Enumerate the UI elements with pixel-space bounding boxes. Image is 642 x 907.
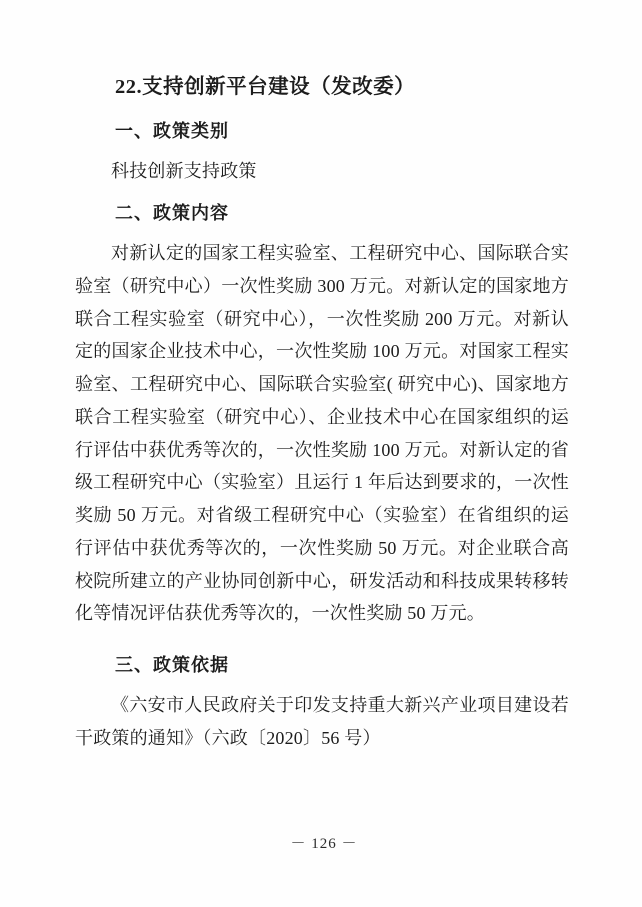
page-title: 22.支持创新平台建设（发改委） xyxy=(115,76,416,98)
section-body-policy-category: 科技创新支持政策 xyxy=(111,160,257,181)
section-body-policy-content: 对新认定的国家工程实验室、工程研究中心、国际联合实验室（研究中心）一次性奖励 300 万元。对新认定的国家地方联合工程实验室（研究中心），一次性奖励 200 万元。对新认定的国家企业技术中心，一次性奖励 100 万元。对国家工程实验室、工程研究中心、国际联合实验室( 研究中心)、国家地方联合工程实验室（研究中心）、企业技术中心在国家组织的运行评估中获优秀等次的，一次性奖励 100 万元。对新认定的省级工程研究中心（实验室）且运行 1 年后达到要求的，一次性奖励 50 万元。对省级工程研究中心（实验室）在省组织的运行评估中获优秀等次的，一次性奖励 50 万元。对企业联合高校院所建立的产业协同创新中心，研发活动和科技成果转移转化等情况评估获优秀等次的，一次性奖励 50 万元。 xyxy=(75,243,569,624)
section-body-policy-basis: 《六安市人民政府关于印发支持重大新兴产业项目建设若干政策的通知》（六政〔2020〕56 号） xyxy=(75,694,569,748)
section-heading-policy-content: 二、政策内容 xyxy=(115,203,229,224)
page-number: － 126 － xyxy=(290,836,358,852)
section-spacer xyxy=(75,642,569,651)
section-heading-policy-category: 一、政策类别 xyxy=(115,120,229,141)
section-heading-policy-basis: 三、政策依据 xyxy=(115,655,229,676)
page-footer xyxy=(0,832,642,853)
page-content xyxy=(75,72,569,762)
